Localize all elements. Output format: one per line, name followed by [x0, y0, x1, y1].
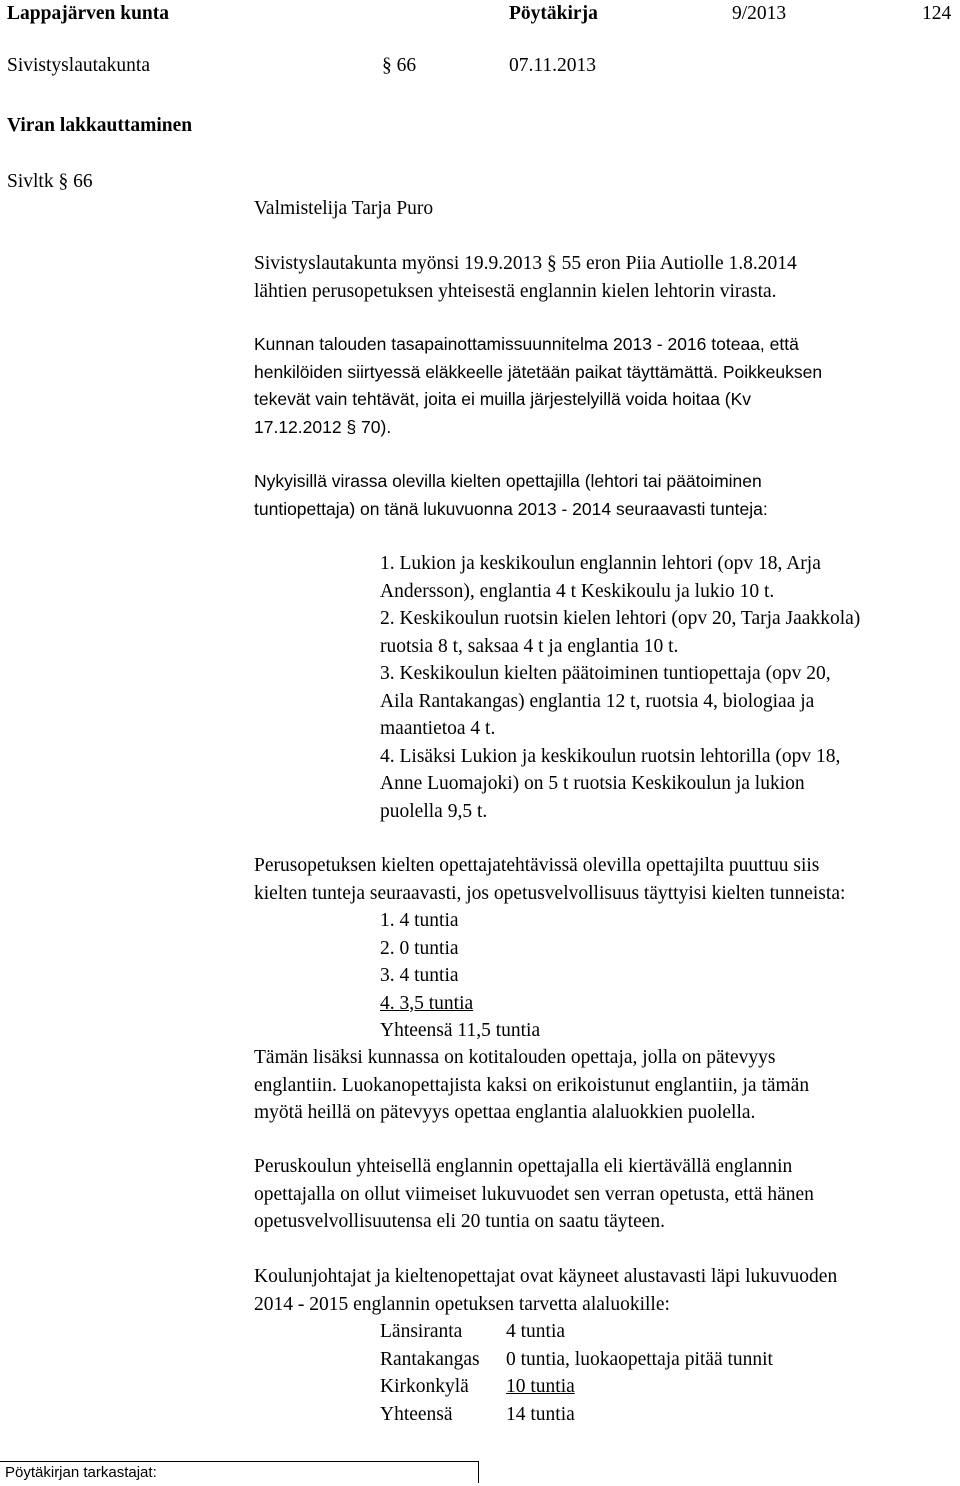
meeting-date: 07.11.2013: [509, 55, 597, 76]
text-line: tuntiopettaja) on tänä lukuvuonna 2013 - 2014 seuraavasti tunteja:: [254, 498, 768, 519]
school-name: Yhteensä: [380, 1403, 453, 1425]
school-hours: 0 tuntia, luokaopettaja pitää tunnit: [506, 1348, 773, 1370]
page-number: 124: [922, 3, 952, 24]
document-type: Pöytäkirja: [509, 3, 598, 24]
schools-list: [380, 1318, 955, 1428]
paragraph-review: [254, 1263, 954, 1318]
text-line: tekevät vain tehtävät, joita ei muilla järjestelyillä voida hoitaa (Kv: [254, 389, 752, 409]
text-line: kielten tunteja seuraavasti, jos opetusvelvollisuus täyttyisi kielten tunneista:: [254, 882, 846, 904]
section-number: § 66: [382, 55, 417, 76]
text-line: Nykyisillä virassa olevilla kielten opettajilla (lehtori tai päätoiminen: [254, 471, 762, 491]
school-name: Länsiranta: [380, 1321, 463, 1342]
text-line: 3. Keskikoulun kielten päätoiminen tuntiopettaja (opv 20,: [380, 663, 831, 684]
municipality-name: Lappajärven kunta: [7, 3, 169, 24]
list-item: 2. 0 tuntia: [380, 937, 459, 959]
text-line: ruotsia 8 t, saksaa 4 t ja englantia 10 t.: [380, 635, 679, 657]
paragraph-shared-teacher: [254, 1153, 954, 1236]
text-line: lähtien perusopetuksen yhteisestä englannin kielen lehtorin virasta.: [254, 280, 777, 302]
preparer: Valmistelija Tarja Puro: [254, 198, 434, 219]
text-line: Anne Luomajoki) on 5 t ruotsia Keskikoulun ja lukion: [380, 773, 805, 794]
paragraph-current-teachers: [254, 468, 954, 523]
list-item: [380, 743, 955, 826]
list-item: 4. 3,5 tuntia: [380, 992, 474, 1014]
list-item: 1. 4 tuntia: [380, 910, 459, 931]
teacher-list: [380, 550, 955, 825]
paragraph-missing-hours: [254, 852, 954, 907]
text-line: myötä heillä on pätevyys opettaa englantia alaluokkien puolella.: [254, 1102, 756, 1123]
text-line: opettajalla on ollut viimeiset lukuvuodet sen verran opetusta, että hänen: [254, 1183, 814, 1205]
text-line: Aila Rantakangas) englantia 12 t, ruotsia 4, biologiaa ja: [380, 690, 815, 712]
text-line: Peruskoulun yhteisellä englannin opettajalla eli kiertävällä englannin: [254, 1156, 793, 1177]
text-line: Andersson), englantia 4 t Keskikoulu ja lukio 10 t.: [380, 580, 775, 602]
paragraph-other-qualified: [254, 1044, 954, 1127]
missing-hours-total: Yhteensä 11,5 tuntia: [380, 1020, 541, 1041]
text-line: 17.12.2012 § 70).: [254, 416, 392, 437]
school-row: [380, 1401, 955, 1429]
school-row: [380, 1373, 955, 1401]
paragraph-resignation: [254, 250, 954, 305]
footer-label: Pöytäkirjan tarkastajat:: [5, 1464, 157, 1481]
missing-hours-list: [380, 907, 955, 1045]
text-line: 2. Keskikoulun ruotsin kielen lehtori (opv 20, Tarja Jaakkola): [380, 608, 861, 629]
text-line: 1. Lukion ja keskikoulun englannin lehtori (opv 18, Arja: [380, 553, 821, 574]
subject-title: Viran lakkauttaminen: [7, 115, 193, 136]
text-line: englantiin. Luokanopettajista kaksi on erikoistunut englantiin, ja tämän: [254, 1074, 810, 1096]
text-line: Sivistyslautakunta myönsi 19.9.2013 § 55 eron Piia Autiolle 1.8.2014: [254, 253, 797, 274]
text-line: Tämän lisäksi kunnassa on kotitalouden opettaja, jolla on pätevyys: [254, 1047, 776, 1068]
text-line: Kunnan talouden tasapainottamissuunnitelma 2013 - 2016 toteaa, että: [254, 334, 799, 354]
text-line: Koulunjohtajat ja kieltenopettajat ovat käyneet alustavasti läpi lukuvuoden: [254, 1266, 838, 1287]
text-line: puolella 9,5 t.: [380, 800, 488, 822]
school-hours: 10 tuntia: [506, 1376, 575, 1397]
document-number: 9/2013: [732, 3, 787, 24]
text-line: 2014 - 2015 englannin opetuksen tarvetta alaluokille:: [254, 1293, 670, 1315]
list-item: [380, 605, 955, 660]
school-name: Rantakangas: [380, 1348, 480, 1370]
paragraph-balancing-plan: [254, 331, 954, 441]
school-hours: 4 tuntia: [506, 1321, 566, 1342]
school-name: Kirkonkylä: [380, 1376, 469, 1397]
text-line: henkilöiden siirtyessä eläkkeelle jätetään paikat täyttämättä. Poikkeuksen: [254, 361, 823, 382]
school-row: [380, 1346, 955, 1374]
text-line: maantietoa 4 t.: [380, 718, 496, 739]
text-line: 4. Lisäksi Lukion ja keskikoulun ruotsin lehtorilla (opv 18,: [380, 745, 841, 767]
section-reference: Sivltk § 66: [7, 171, 93, 192]
school-hours: 14 tuntia: [506, 1403, 575, 1425]
text-line: opetusvelvollisuutensa eli 20 tuntia on saatu täyteen.: [254, 1211, 666, 1232]
board-name: Sivistyslautakunta: [7, 55, 150, 76]
list-item: 3. 4 tuntia: [380, 965, 459, 986]
list-item: [380, 660, 955, 743]
school-row: [380, 1318, 955, 1346]
text-line: Perusopetuksen kielten opettajatehtävissä olevilla opettajilta puuttuu siis: [254, 855, 820, 876]
list-item: [380, 550, 955, 605]
